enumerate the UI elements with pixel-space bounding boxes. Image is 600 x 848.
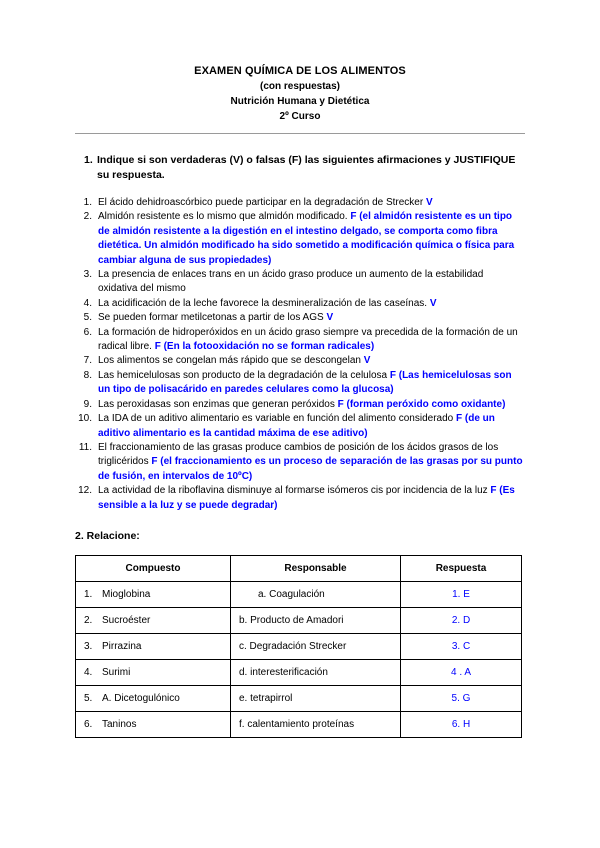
statement-index: 9. — [83, 398, 92, 410]
table-row — [76, 685, 522, 711]
exam-title: EXAMEN QUÍMICA DE LOS ALIMENTOS — [194, 65, 406, 77]
statement-item — [75, 369, 525, 398]
cell-respuesta: 6. H — [401, 711, 522, 737]
statement-answer: F (el almidón resistente es un tipo de almidón resistente a la digestión en el intestino delgado, se comporta como fibra dietética. Un almidón modificado ha sido sometido a modificación química o física para cambiar alguna de sus propiedades) — [98, 211, 515, 266]
column-header-respuesta: Respuesta — [401, 555, 522, 581]
statement-index: 7. — [83, 355, 92, 367]
cell-compuesto — [76, 659, 231, 685]
compuesto-name: Taninos — [102, 718, 137, 730]
question-1-prompt: Indique si son verdaderas (V) o falsas (F) las siguientes afirmaciones y JUSTIFIQUE su respuesta. — [97, 154, 516, 181]
statement-item — [75, 354, 525, 368]
cell-respuesta: 1. E — [401, 581, 522, 607]
statement-index: 6. — [83, 326, 92, 338]
statement-body — [98, 210, 525, 268]
compuesto-name: Mioglobina — [102, 588, 151, 600]
statement-answer: V — [363, 355, 371, 367]
statement-item — [75, 441, 525, 484]
statement-answer: V — [425, 197, 433, 208]
statement-answer: F (Es sensible a la luz y se puede degradar) — [98, 485, 515, 511]
statement-answer: F (En la fotooxidación no se forman radicales) — [154, 341, 375, 353]
exam-subtitle-answers: (con respuestas) — [259, 81, 341, 92]
statement-body — [98, 326, 525, 355]
question-2-heading: 2. Relacione: — [75, 529, 140, 542]
statement-index: 5. — [83, 312, 92, 324]
header-divider — [75, 133, 525, 134]
compuesto-number: 4. — [84, 666, 93, 678]
cell-responsable: e. tetrapirrol — [231, 685, 401, 711]
compuesto-number: 5. — [84, 692, 93, 704]
document-body — [0, 153, 600, 738]
statement-answer: F (Las hemicelulosas son un tipo de polisacárido en paredes celulares como la glucosa) — [98, 369, 512, 396]
statement-answer: V — [429, 297, 437, 309]
table-row — [76, 711, 522, 737]
statement-index: 8. — [83, 369, 92, 381]
exam-degree: Nutrición Humana y Dietética — [230, 96, 370, 107]
statement-item — [75, 398, 525, 412]
statement-text: Los alimentos se congelan más rápido que se descongelan — [98, 355, 364, 367]
statement-index: 11. — [78, 441, 92, 453]
document-header — [0, 0, 600, 124]
statement-text: El fraccionamiento de las grasas produce cambios de posición de los ácidos grasos de los triglicéridos — [98, 441, 499, 468]
compuesto-name: A. Dicetogulónico — [102, 692, 180, 704]
compuesto-name: Surimi — [102, 666, 131, 678]
statement-item — [75, 326, 525, 355]
statement-body — [98, 196, 525, 210]
cell-responsable: b. Producto de Amadori — [231, 607, 401, 633]
cell-responsable: d. interesterificación — [231, 659, 401, 685]
compuesto-name: Pirrazina — [102, 640, 142, 652]
statement-list — [75, 196, 525, 513]
statement-index: 3. — [83, 269, 92, 281]
cell-compuesto — [76, 711, 231, 737]
statement-text: La actividad de la riboflavina disminuye al formarse isómeros cis por incidencia de la luz — [98, 485, 491, 497]
statement-text: Las hemicelulosas son producto de la degradación de la celulosa — [98, 369, 390, 381]
statement-answer: F (el fraccionamiento es un proceso de separación de las grasas por su punto de fusión, en intervalos de 10ºC) — [98, 456, 523, 482]
column-header-responsable: Responsable — [231, 555, 401, 581]
statement-body — [98, 297, 525, 311]
cell-respuesta: 5. G — [401, 685, 522, 711]
statement-item — [75, 196, 525, 210]
statement-body — [98, 354, 525, 368]
statement-index: 10. — [78, 413, 92, 425]
table-row — [76, 607, 522, 633]
statement-text: La IDA de un aditivo alimentario es variable en función del alimento considerado — [98, 413, 456, 425]
statement-body — [98, 398, 525, 412]
question-1-heading — [75, 153, 525, 182]
statement-answer: F (forman peróxido como oxidante) — [337, 398, 506, 410]
statement-text: La acidificación de la leche favorece la desmineralización de las caseínas. — [98, 297, 430, 309]
statement-body — [98, 268, 525, 297]
statement-body — [98, 311, 525, 325]
relacione-table — [75, 555, 522, 738]
table-row — [76, 633, 522, 659]
cell-respuesta: 4 . A — [401, 659, 522, 685]
cell-compuesto — [76, 685, 231, 711]
statement-answer: F (de un aditivo alimentario es la cantidad máxima de ese aditivo) — [98, 413, 495, 439]
compuesto-number: 6. — [84, 718, 93, 730]
table-row — [76, 581, 522, 607]
statement-body — [98, 369, 525, 398]
statement-text: Se pueden formar metilcetonas a partir de los AGS — [98, 312, 327, 324]
cell-responsable: c. Degradación Strecker — [231, 633, 401, 659]
statement-text: La formación de hidroperóxidos en un ácido graso siempre va precedida de la formación de un radical libre. — [98, 326, 518, 353]
statement-item — [75, 311, 525, 325]
column-header-compuesto: Compuesto — [76, 555, 231, 581]
cell-compuesto — [76, 581, 231, 607]
statement-item — [75, 412, 525, 441]
cell-compuesto — [76, 607, 231, 633]
compuesto-number: 1. — [84, 588, 93, 600]
statement-body — [98, 441, 525, 484]
statement-item — [75, 210, 525, 268]
statement-index: 12. — [78, 485, 92, 497]
statement-index: 2. — [83, 211, 92, 223]
compuesto-name: Sucroéster — [102, 614, 151, 626]
table-row — [76, 659, 522, 685]
cell-respuesta: 3. C — [401, 633, 522, 659]
table-header-row — [76, 555, 522, 581]
statement-text: El ácido dehidroascórbico puede participar en la degradación de Strecker — [98, 197, 426, 208]
compuesto-number: 3. — [84, 640, 93, 652]
statement-index: 1. — [83, 197, 92, 208]
cell-respuesta: 2. D — [401, 607, 522, 633]
statement-text: Las peroxidasas son enzimas que generan peróxidos — [98, 398, 338, 410]
statement-item — [75, 268, 525, 297]
exam-course: 2º Curso — [279, 111, 321, 122]
question-1-number: 1. — [84, 154, 93, 166]
cell-responsable: f. calentamiento proteínas — [231, 711, 401, 737]
statement-text: Almidón resistente es lo mismo que almidón modificado. — [98, 211, 351, 223]
statement-index: 4. — [83, 297, 92, 309]
statement-answer: V — [326, 312, 334, 324]
statement-item — [75, 484, 525, 513]
statement-item — [75, 297, 525, 311]
cell-compuesto — [76, 633, 231, 659]
statement-body — [98, 484, 525, 513]
statement-text: La presencia de enlaces trans en un ácido graso produce un aumento de la estabilidad oxidativa del mismo — [98, 269, 484, 295]
compuesto-number: 2. — [84, 614, 93, 626]
cell-responsable: a. Coagulación — [231, 581, 401, 607]
statement-body — [98, 412, 525, 441]
